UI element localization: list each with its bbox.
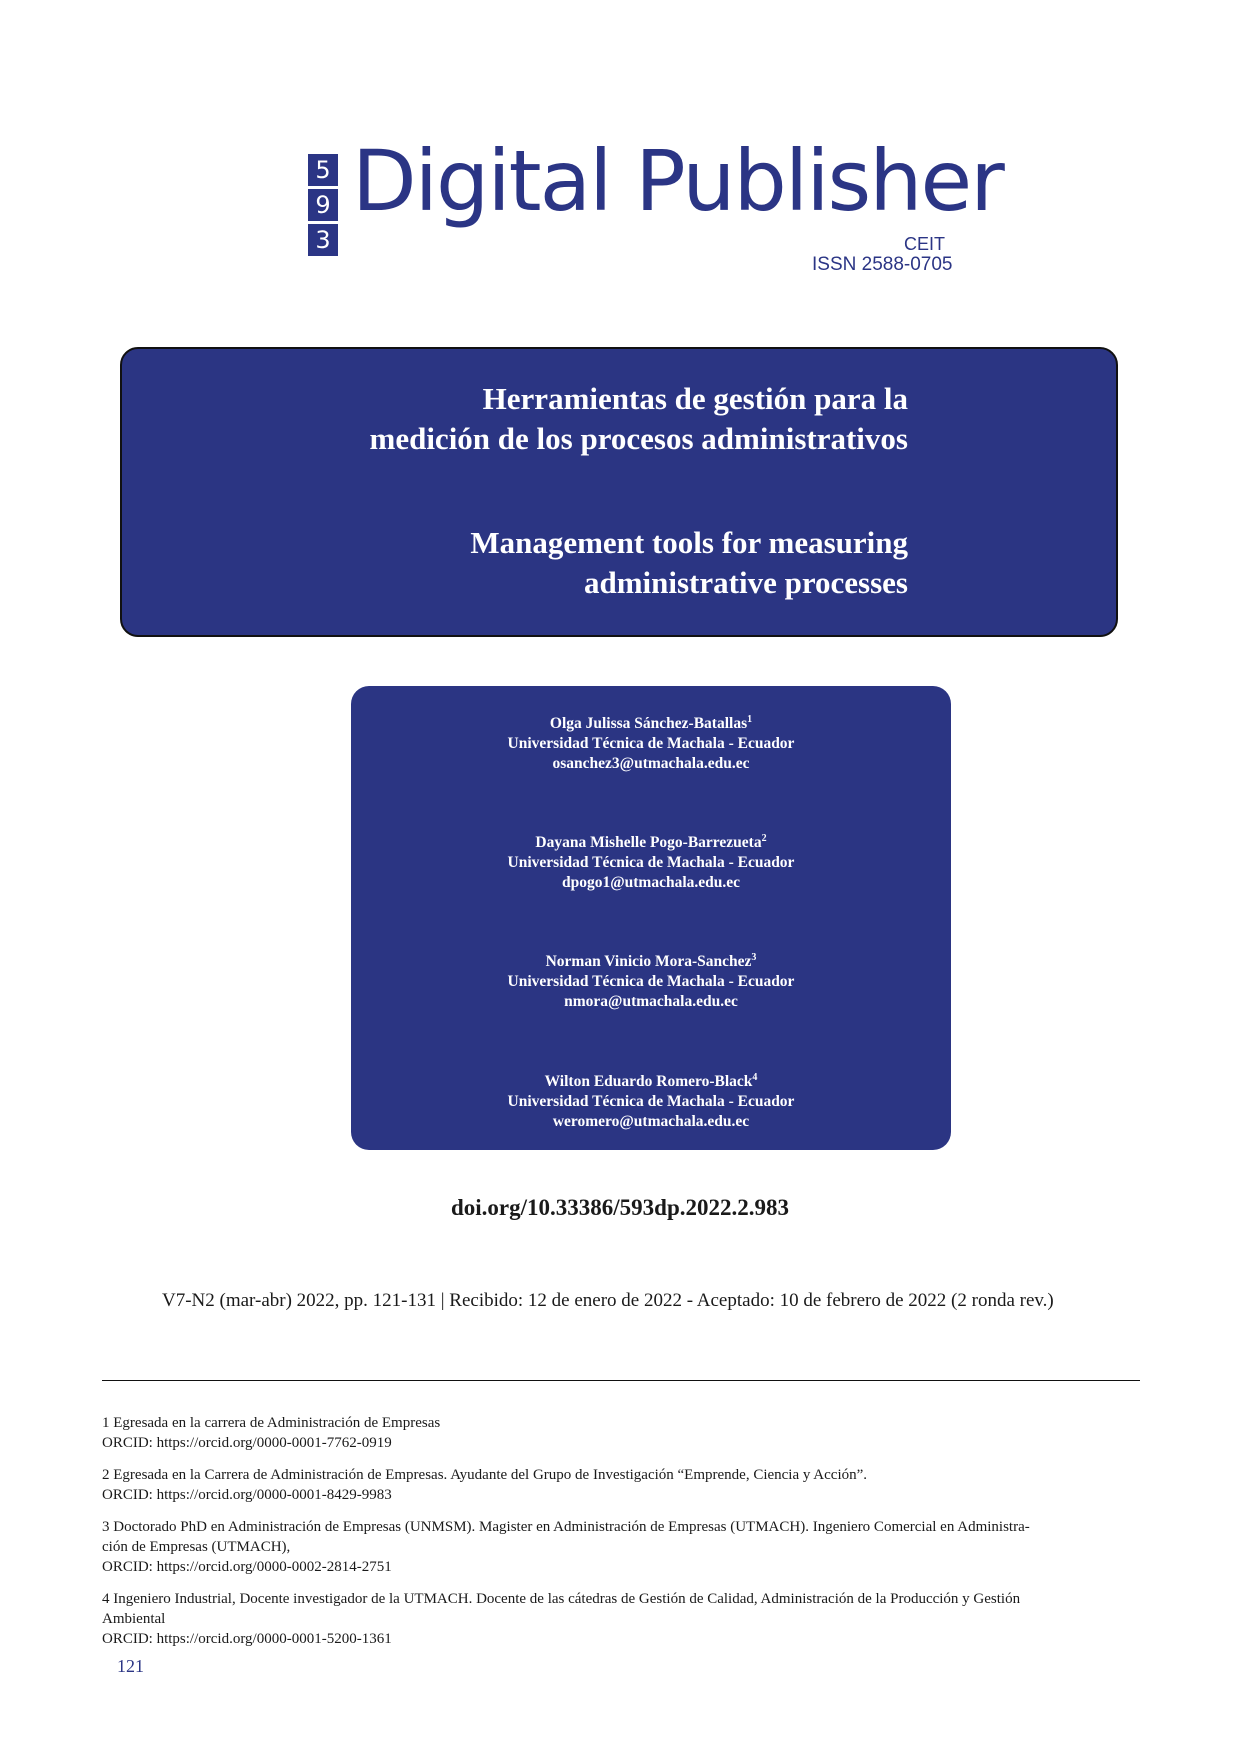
author-affiliation: Universidad Técnica de Machala - Ecuador: [507, 973, 795, 991]
logo-digit: 5: [308, 154, 338, 186]
page-number: 121: [117, 1656, 144, 1676]
publication-meta: V7-N2 (mar-abr) 2022, pp. 121-131 | Recibido: 12 de enero de 2022 - Aceptado: 10 de febrero de 2022 (2 ronda rev.): [162, 1290, 1054, 1311]
title-line: medición de los procesos administrativos: [369, 421, 908, 456]
author-email[interactable]: weromero@utmachala.edu.ec: [552, 1113, 750, 1131]
footnote: [102, 1589, 1142, 1649]
author-affiliation: Universidad Técnica de Machala - Ecuador: [507, 1093, 795, 1111]
footnote: [102, 1517, 1142, 1577]
author-sup: 2: [761, 833, 767, 844]
doi-link[interactable]: doi.org/10.33386/593dp.2022.2.983: [450, 1195, 789, 1220]
title-english: [470, 523, 908, 603]
title-line: Herramientas de gestión para la: [482, 381, 908, 416]
footnote-orcid[interactable]: ORCID: https://orcid.org/0000-0001-7762-0919: [102, 1435, 392, 1451]
journal-issn: ISSN 2588-0705: [812, 254, 953, 275]
footnotes: [102, 1413, 1142, 1661]
footnote-text: 4 Ingeniero Industrial, Docente investigador de la UTMACH. Docente de las cátedras de Gestión de Calidad, Administración de la Producción y Gestión: [102, 1591, 1021, 1607]
title-panel: [120, 347, 1118, 637]
footnote-divider: [102, 1380, 1140, 1381]
author-email[interactable]: dpogo1@utmachala.edu.ec: [561, 874, 741, 892]
footnote: [102, 1465, 1142, 1505]
authors-panel: [351, 686, 951, 1150]
footnote-orcid[interactable]: ORCID: https://orcid.org/0000-0001-8429-9983: [102, 1487, 392, 1503]
author-name: Olga Julissa Sánchez-Batallas: [549, 715, 748, 733]
author-name: Dayana Mishelle Pogo-Barrezueta: [535, 834, 762, 852]
author-affiliation: Universidad Técnica de Machala - Ecuador: [507, 854, 795, 872]
number-logo: [308, 154, 340, 259]
author-block: [351, 710, 951, 774]
footnote-text: ción de Empresas (UTMACH),: [102, 1539, 291, 1555]
footnote-orcid[interactable]: ORCID: https://orcid.org/0000-0002-2814-2751: [102, 1559, 392, 1575]
author-name: Norman Vinicio Mora-Sanchez: [545, 953, 752, 971]
footnote: [102, 1413, 1142, 1453]
journal-masthead: [308, 132, 1003, 290]
author-email[interactable]: osanchez3@utmachala.edu.ec: [552, 755, 750, 773]
author-sup: 3: [751, 952, 757, 963]
author-block: [351, 829, 951, 893]
footnote-text: 2 Egresada en la Carrera de Administración de Empresas. Ayudante del Grupo de Investigación “Emprende, Ciencia y Acción”.: [102, 1467, 868, 1483]
footnote-orcid[interactable]: ORCID: https://orcid.org/0000-0001-5200-1361: [102, 1631, 392, 1647]
logo-digit: 9: [308, 189, 338, 221]
title-line: Management tools for measuring: [470, 525, 908, 560]
journal-name: Digital Publisher: [352, 132, 1003, 230]
footnote-text: Ambiental: [102, 1611, 166, 1627]
author-email[interactable]: nmora@utmachala.edu.ec: [564, 993, 738, 1011]
author-block: [351, 948, 951, 1012]
author-sup: 4: [752, 1072, 758, 1083]
author-sup: 1: [747, 714, 753, 725]
footnote-text: 1 Egresada en la carrera de Administración de Empresas: [102, 1415, 441, 1431]
author-affiliation: Universidad Técnica de Machala - Ecuador: [507, 735, 795, 753]
author-block: [351, 1068, 951, 1132]
logo-digit: 3: [308, 224, 338, 256]
journal-publisher: CEIT: [904, 234, 946, 254]
footnote-text: 3 Doctorado PhD en Administración de Empresas (UNMSM). Magister en Administración de Empresas (UTMACH). Ingeniero Comercial en Administra-: [102, 1519, 1030, 1535]
title-spanish: [370, 379, 909, 459]
author-name: Wilton Eduardo Romero-Black: [544, 1073, 753, 1091]
title-line: administrative processes: [583, 565, 908, 600]
